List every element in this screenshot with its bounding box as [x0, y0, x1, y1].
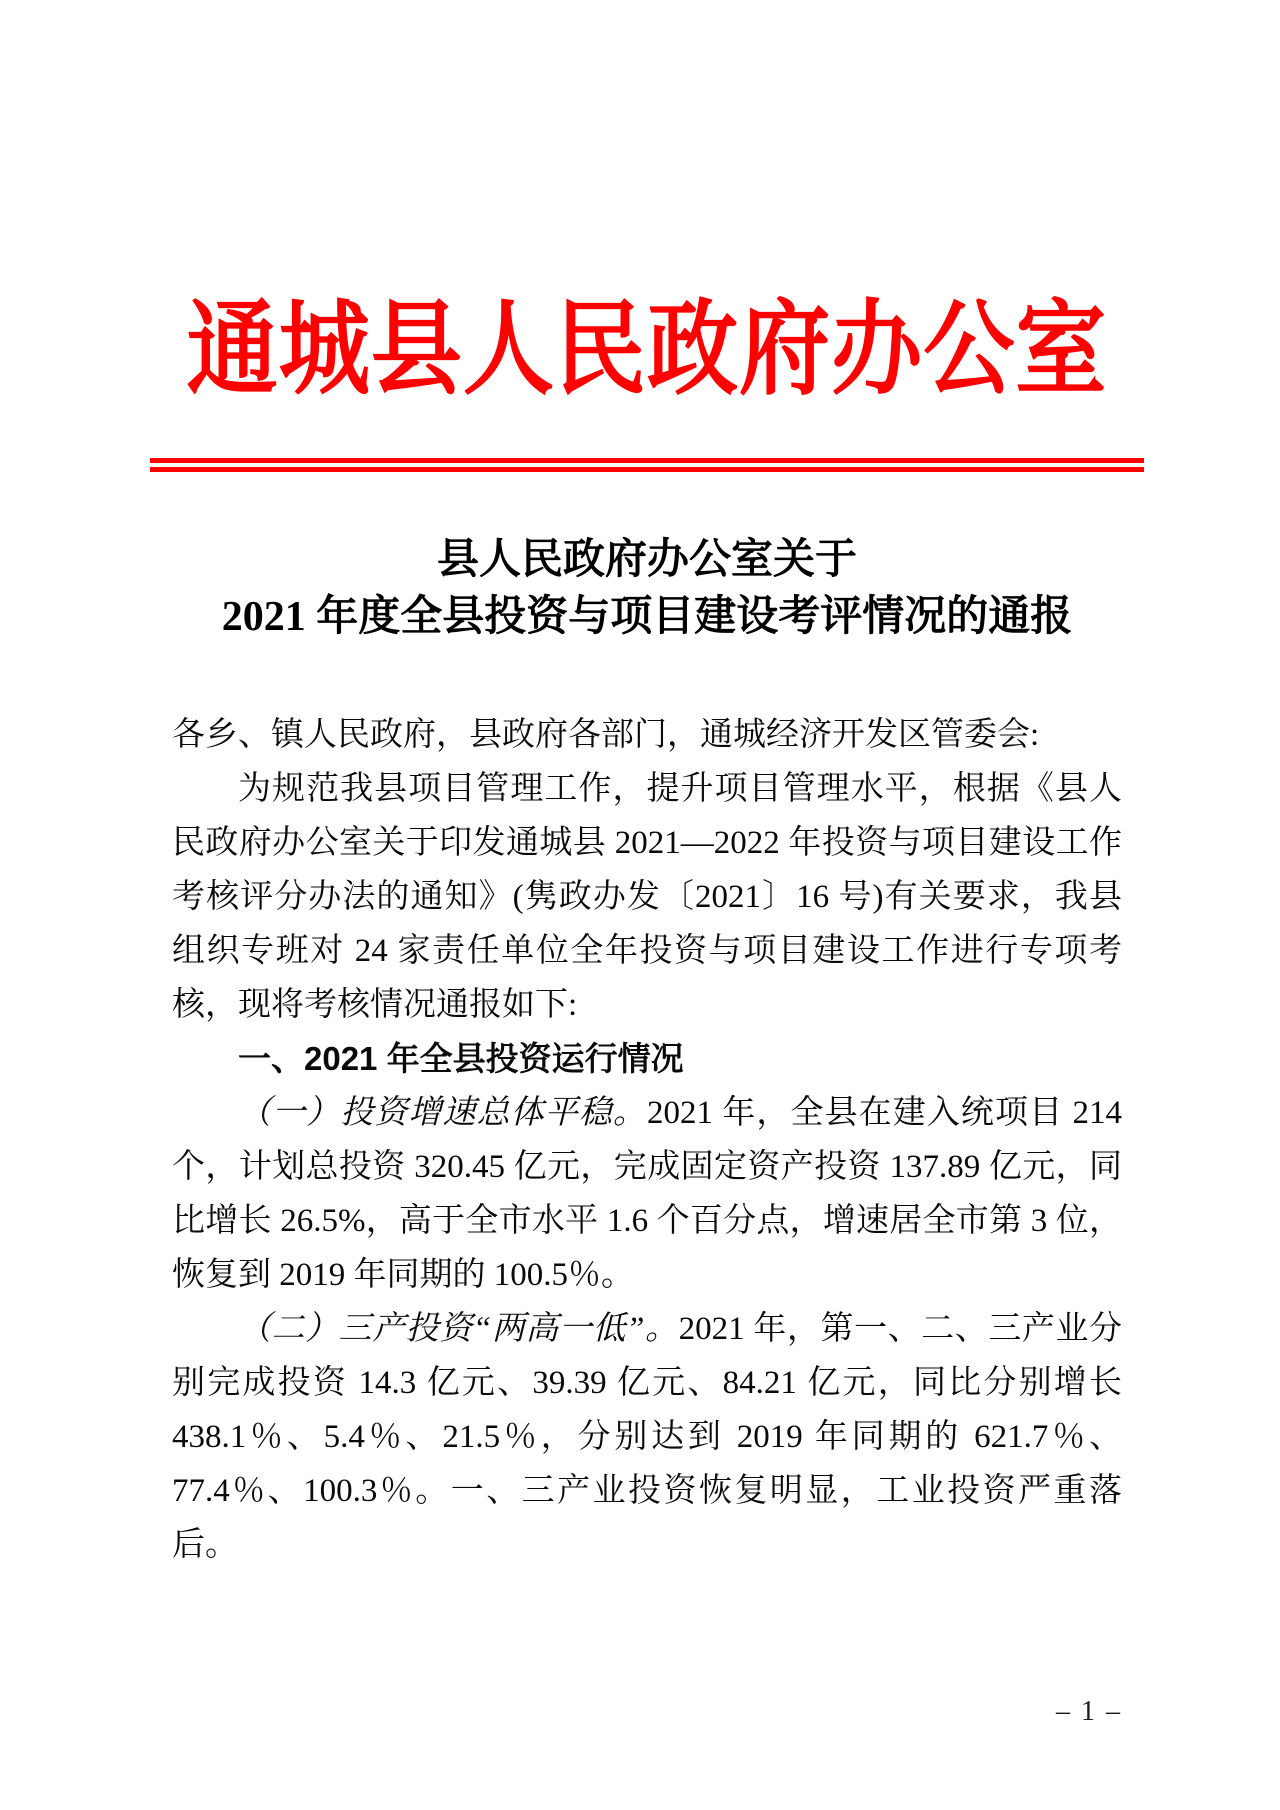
page-number: – 1 – [1056, 1696, 1122, 1727]
letterhead-divider [150, 458, 1144, 472]
section1-item2-paragraph [172, 1302, 1122, 1572]
section1-heading: 一、2021 年全县投资运行情况 [238, 1039, 684, 1077]
letterhead [150, 0, 1144, 472]
document-body [172, 708, 1122, 1572]
section1-item2-lead: （二）三产投资“两高一低”。 [238, 1310, 679, 1347]
section1-item1-lead: （一）投资增速总体平稳。 [238, 1094, 647, 1131]
section1-item2-text: 2021 年，第一、二、三产业分别完成投资 14.3 亿元、39.39 亿元、84.21 亿元，同比分别增长 438.1％、5.4％、21.5％，分别达到 2019 年同期的 621.7％、77.4％、100.3％。一、三产业投资恢复明显，工业投资严重落后。 [172, 1310, 1123, 1563]
letterhead-title: 通城县人民政府办公室 [186, 294, 1108, 408]
document-title-line2: 2021 年度全县投资与项目建设考评情况的通报 [221, 593, 1073, 640]
document-title-line1: 县人民政府办公室关于 [436, 536, 857, 583]
document-title [172, 532, 1122, 646]
section1-item1-paragraph [172, 1086, 1122, 1302]
page-footer [1056, 1698, 1122, 1726]
intro-paragraph: 为规范我县项目管理工作，提升项目管理水平，根据《县人民政府办公室关于印发通城县 2021—2022 年投资与项目建设工作考核评分办法的通知》(隽政办发〔2021〕16 号)有关要求，我县组织专班对 24 家责任单位全年投资与项目建设工作进行专项考核，现将考核情况通报如下: [172, 770, 1122, 1023]
salutation-line: 各乡、镇人民政府，县政府各部门，通城经济开发区管委会: [172, 716, 1040, 753]
section1-item1-text: 2021 年，全县在建入统项目 214 个，计划总投资 320.45 亿元，完成固定资产投资 137.89 亿元，同比增长 26.5%，高于全市水平 1.6 个百分点，增速居全市第 3 位，恢复到 2019 年同期的 100.5％。 [172, 1094, 1123, 1293]
